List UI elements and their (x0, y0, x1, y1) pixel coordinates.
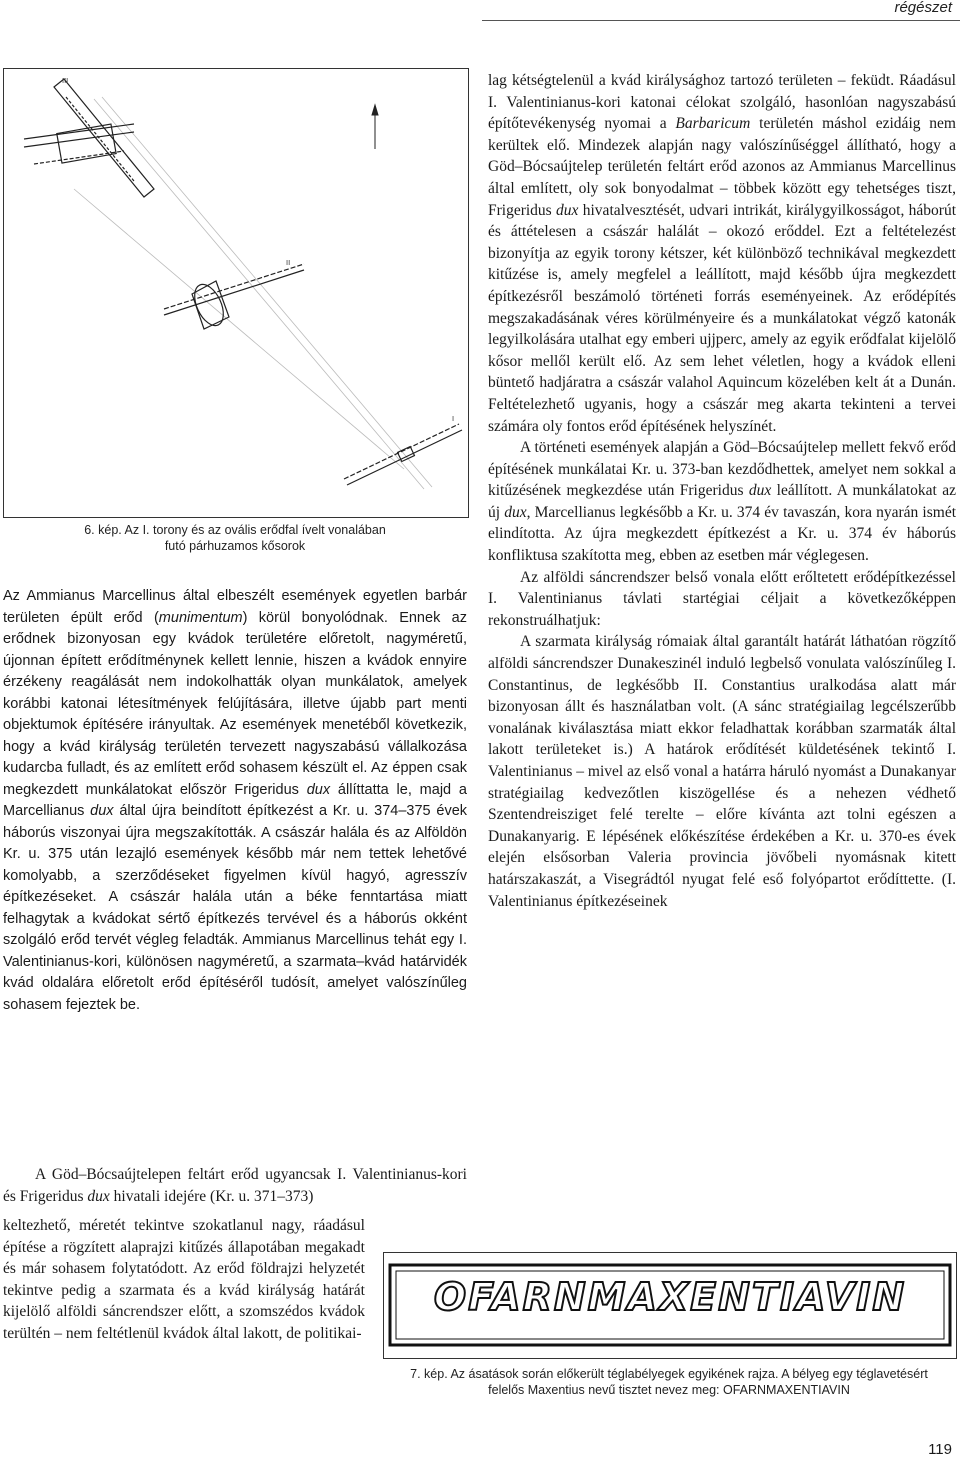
figure-7-caption-line-1: 7. kép. Az ásatások során előkerült téglabélyegek egyikének rajza. A bélyeg egy téglavetésért (410, 1367, 928, 1381)
figure-7-caption (383, 1366, 955, 1398)
right-paragraph-4: A szarmata királyság rómaiak által garantált határát láthatóan rögzítő alföldi sáncrendszer Dunakeszinél induló legbelső vonulata valószínűleg I. Constantinus, de legkésőbb II. Constantius uralkodása alatt már bizonyosan állt és használatban volt. (A sánc stratégiailag legcélszerűbb vonalának kiválasztása miatt ekkor feladhattak korábban szarmaták által lakott területeket is.) A határok erődítését küldetésének tekintő I. Valentinianus – mivel az első vonal a határra háruló nyomást a Dunakanyar stratégiailag kedvezőtlen kiszögellése és a nehezen védhető Szentendreisziget felé terelte – előre kívánta azt tolni egészen a Dunakanyarig. E lépésének előkészítése érdekében a Kr. u. 370-es évek elején elsősorban Valeria provincia jövőbeli nyomásnak kitett határszakaszát, a Visegrádtól nyugat felé eső folyópartot erődíttette. (I. Valentinianus építkezéseinek (488, 633, 956, 910)
figure-6-excavation-plan (3, 68, 469, 518)
right-paragraph-1: lag kétségtelenül a kvád királysághoz tartozó területen – feküdt. Ráadásul I. Valentinianus-kori katonai célokat szolgáló, hasonlóan nagyszabású építőtevékenység nyomai a Barbaricum területén máshol ezidáig nem kerültek elő. Mindezek alapján nagy valószínűséggel állítható, hogy a Göd–Bócsaújtelep területén feltárt erőd azonos az Ammianus Marcellinus által említett, oly sok bonyodalmat – többek között egy tehetséges tiszt, Frigeridus dux hivatalvesztését, udvari intrikát, királygyilkosságot, háborút és áttételesen a császár halálát – okozó erőddel. Ezt a feltételezést bizonyítja az egyik torony kétszer, két különböző technikával megkezdett kitűzése is, amely megfelel a leállított, majd később újra megkezdett építkezésről beszámoló történeti forrás eseményeinek. Az erődépítés megszakadásának véres körülményeire és a munkálatokat végző katonák legyilkolására utalhat egy emberi ujjperc, amely az egyik erődfalat kijelölő kősor mellől került elő. Az sem lehet véletlen, hogy a kvádok elleni büntető hadjáratra a császár valahol Aquincum közelében kelt át a Dunán. Feltételezhető ugyanis, hogy a császár meg akarta tekinteni a tervei számára oly fontos erőd építésének helyszínét. (488, 72, 957, 435)
figure-6-caption-line-2: futó párhuzamos kősorok (164, 539, 306, 553)
left-paragraph-3: keltezhető, méretét tekintve szokatlanul nagy, ráadásul építése a rögzített alaprajzi kitűzés állapotában megakadt és már sohasem folytatódott. Az erőd földrajzi helyzetét tekintve pedig a szarmata és a kvád királyság határát kijelölő alföldi sáncrendszer előtt, a szomszédos kvádok terültén – nem feltétlenül kvádok által lakott, de politikai- (3, 1217, 365, 1342)
running-title: régészet (894, 0, 952, 16)
figure-7-caption-line-2: felelős Maxentius nevű tisztet nevez meg: OFARNMAXENTIAVIN (488, 1383, 850, 1397)
figure-7-brick-stamp (383, 1252, 957, 1359)
left-paragraph-2: A Göd–Bócsaújtelepen feltárt erőd ugyancsak I. Valentinianus-kori és Frigeridus dux hivatali idejére (Kr. u. 371–373) (3, 1166, 467, 1205)
svg-text:II: II (286, 259, 291, 267)
right-paragraph-2: A történeti események alapján a Göd–Bócsaújtelep mellett fekvő erőd építésének munkálatai Kr. u. 373-ban kezdődhettek, amelyet nem sokkal a kitűzésének megkezdése után Frigeridus dux leállított. A munkálatokat az új dux, Marcellianus legkésőbb a Kr. u. 374 év tavaszán, kora nyarán ismét elindította. Az újra megkezdett építkezést a Kr. u. 374 év háborús konfliktusa szakította meg, ebben az esetben már véglegesen. (488, 439, 957, 565)
brick-stamp-inscription: OFARNMAXENTIAVIN (433, 1275, 907, 1319)
figure-6-caption (3, 522, 467, 554)
page-number: 119 (928, 1441, 952, 1458)
excavation-plan-drawing (4, 69, 468, 517)
right-column (488, 70, 956, 912)
right-paragraph-3: Az alföldi sáncrendszer belső vonala előtt erőltetett erődépítkezéssel I. Valentinianus távlati startégiai céljait a következőképpen rekonstruálhatjuk: (488, 568, 956, 629)
svg-text:III: III (62, 77, 69, 85)
left-paragraph-1: Az Ammianus Marcellinus által elbeszélt események egyetlen barbár területen épült erőd (munimentum) körül bonyolódnak. Ennek az erődnek bizonyosan egy kvádok területére előretolt, nagyméretű, újonnan épített erődítménynek kellett lennie, hiszen a kvádok ennyire érzékeny reagálását nem indokolhatták olyan munkálatok, amelyek korábbi katonai létesítmények felújítására, illetve újabb part menti objektumok építésére irányultak. Az események menetéből következik, hogy a kvád királyság területén tervezett nagyszabású vállalkozása kudarcba fulladt, és az említett erőd sohasem készült el. Az éppen csak megkezdett munkálatokat először Frigeridus dux állíttatta le, majd a Marcellianus dux által újra beindított építkezést a Kr. u. 374–375 évek háborús viszonyai újra megszakították. A császár halála és az Alföldön Kr. u. 375 után lezajló események később már nem tettek lehetővé komolyabb, a szerződéseket figyelmen kívül hagyó, agresszív építkezéseket. A császár halála után a béke fenntartása miatt felhagytak a kvádokat sértő építkezés tervével és a háborús okként szolgáló erőd tervét végleg feladták. Ammianus Marcellinus tehát egy I. Valentinianus-kori, különösen nagyméretű, a szarmata–kvád határvidék kvád oldalára előretolt erőd építéséről tudósít, amelyet valószínűleg sohasem fejeztek be. (3, 588, 468, 1013)
svg-text:I: I (452, 415, 455, 423)
header-rule (482, 20, 960, 21)
figure-6-caption-line-1: 6. kép. Az I. torony és az ovális erődfal ívelt vonalában (84, 523, 386, 537)
north-arrow-icon (372, 105, 378, 149)
